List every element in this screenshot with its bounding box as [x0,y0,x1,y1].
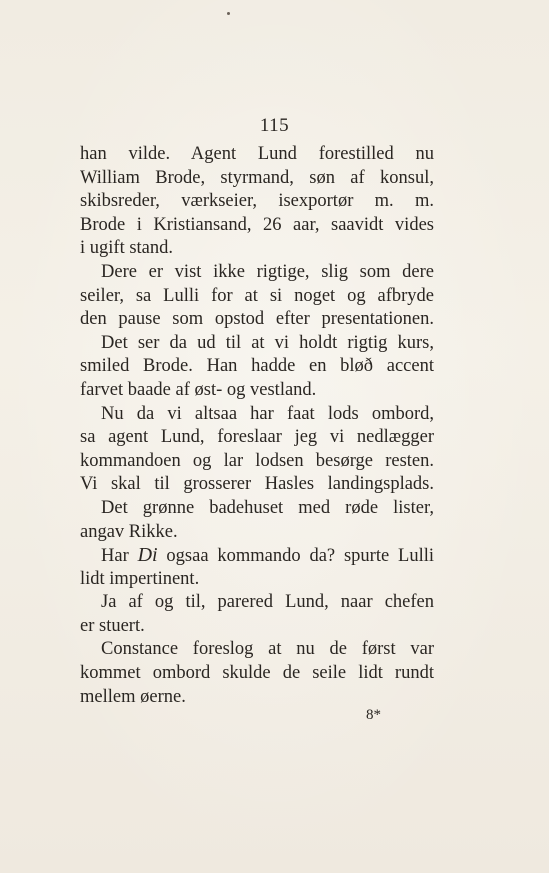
text-line: den pause som opstod efter presentationen. [80,309,434,330]
text-line: Vi skal til grosserer Hasles landingsplads. [80,474,434,495]
text-line: Constance foreslog at nu de først var [101,639,434,660]
text-line: Det grønne badehuset med røde lister, [101,497,434,518]
text-line: lidt impertinent. [80,568,200,589]
text-line: skibsreder, værkseier, isexportør m. m. [80,191,434,212]
text-line: sa agent Lund, foreslaar jeg vi nedlægger [80,427,434,448]
text-line: William Brode, styrmand, søn af konsul, [80,167,434,188]
text-line: angav Rikke. [80,521,178,542]
text-line: Ja af og til, parered Lund, naar chefen [101,592,434,613]
body-text [80,143,434,709]
text-line: Dere er vist ikke rigtige, slig som dere [101,261,434,282]
ink-speck [227,12,230,15]
text-line: i ugift stand. [80,238,174,259]
page-number: 115 [259,115,290,136]
text-line: kommandoen og lar lodsen besørge resten. [80,450,434,471]
text-line: han vilde. Agent Lund forestilled nu [80,144,434,164]
text-line: seiler, sa Lulli for at si noget og afbryde [80,285,434,306]
signature-mark: 8* [366,707,381,723]
text-line: er stuert. [80,615,145,636]
text-line [80,544,434,568]
text-line: farvet baade af øst- og vestland. [80,379,317,400]
text-line: Nu da vi altsaa har faat lods ombord, [101,403,434,424]
text-line: kommet ombord skulde de seile lidt rundt [80,663,434,684]
text-run: Har [101,546,138,567]
text-line: mellem øerne. [80,686,186,707]
emphasized-word: Di [137,544,158,567]
text-line: Det ser da ud til at vi holdt rigtig kurs, [101,332,434,353]
text-line: smiled Brode. Han hadde en bløð accent [80,356,434,377]
text-run: ogsaa kommando da? spurte Lulli [157,546,434,567]
text-line: Brode i Kristiansand, 26 aar, saavidt vides [80,214,434,235]
